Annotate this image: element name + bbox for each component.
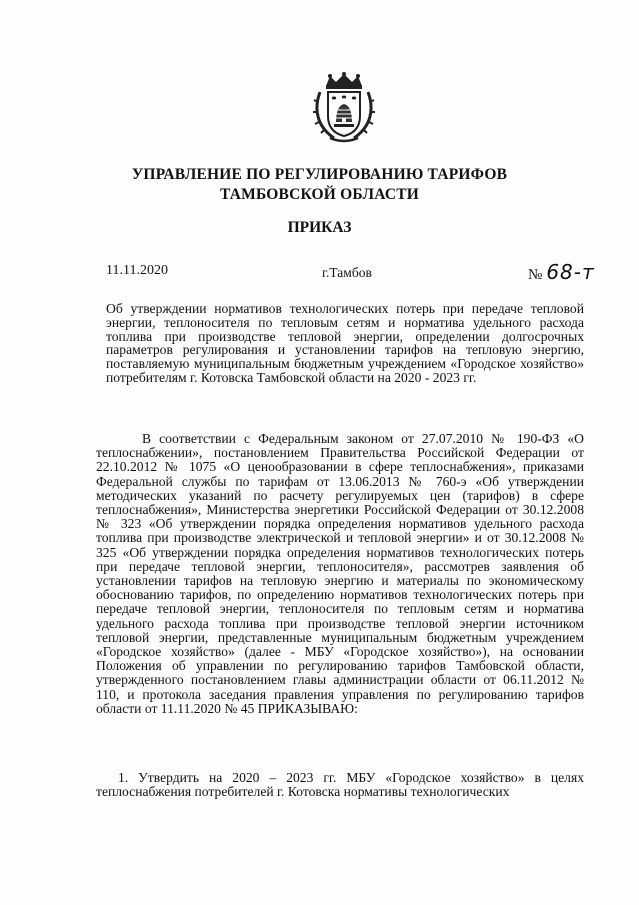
number-handwritten: 68-т: [546, 260, 595, 284]
tambov-coat-of-arms-icon: [312, 72, 376, 144]
document-subject: Об утверждении нормативов технологических потерь при передаче тепловой энергии, теплоносителя по тепловым сетям и норматива удельного расхода топлива при производстве тепловой энергии, определении долгосрочных параметров регулирования и установлении тарифов на тепловую энергию, поставляемую муниципальным бюджетным учреждением «Городское хозяйство» потребителям г. Котовска Тамбовской области на 2020 - 2023 гг.: [106, 301, 584, 385]
organization-name: УПРАВЛЕНИЕ ПО РЕГУЛИРОВАНИЮ ТАРИФОВ: [131, 166, 508, 183]
preamble-paragraph: В соответствии с Федеральным законом от 27.07.2010 № 190-ФЗ «О теплоснабжении», постановлением Правительства Российской Федерации от 22.10.2012 № 1075 «О ценообразовании в сфере теплоснабжения», приказами Федеральной службы по тарифам от 13.06.2013 № 760-э «Об утверждении методических указаний по расчету регулируемых цен (тарифов) в сфере теплоснабжения», Министерства энергетики Российской Федерации от 30.12.2008 № 323 «Об утверждении порядка определения нормативов удельного расхода топлива при производстве электрической и тепловой энергии» и от 30.12.2008 № 325 «Об утверждении порядка определения нормативов технологических потерь при передаче тепловой энергии, теплоносителя», рассмотрев заявления об установлении тарифов на тепловую энергию и материалы по экономическому обоснованию тарифов, по определению нормативов технологических потерь при передаче тепловой энергии, теплоносителя по тепловым сетям и норматива удельного расхода топлива при производстве тепловой энергии источником тепловой энергии, представленные муниципальным бюджетным учреждением «Городское хозяйство» (далее - МБУ «Городское хозяйство»), на основании Положения об управлении по регулированию тарифов Тамбовской области, утвержденного постановлением главы администрации области от 06.11.2012 № 110, и протокола заседания правления управления по регулированию тарифов области от 11.11.2020 № 45 ПРИКАЗЫВАЮ:: [96, 431, 584, 716]
number-prefix: №: [528, 267, 543, 283]
organization-region: ТАМБОВСКОЙ ОБЛАСТИ: [219, 186, 420, 203]
document-type: ПРИКАЗ: [287, 219, 352, 236]
document-date: 11.11.2020: [106, 263, 168, 278]
document-number: [528, 260, 595, 284]
document-city: г.Тамбов: [322, 265, 372, 280]
order-item-1: 1. Утвердить на 2020 – 2023 гг. МБУ «Городское хозяйство» в целях теплоснабжения потребителей г. Котовска нормативы технологических: [96, 770, 584, 800]
